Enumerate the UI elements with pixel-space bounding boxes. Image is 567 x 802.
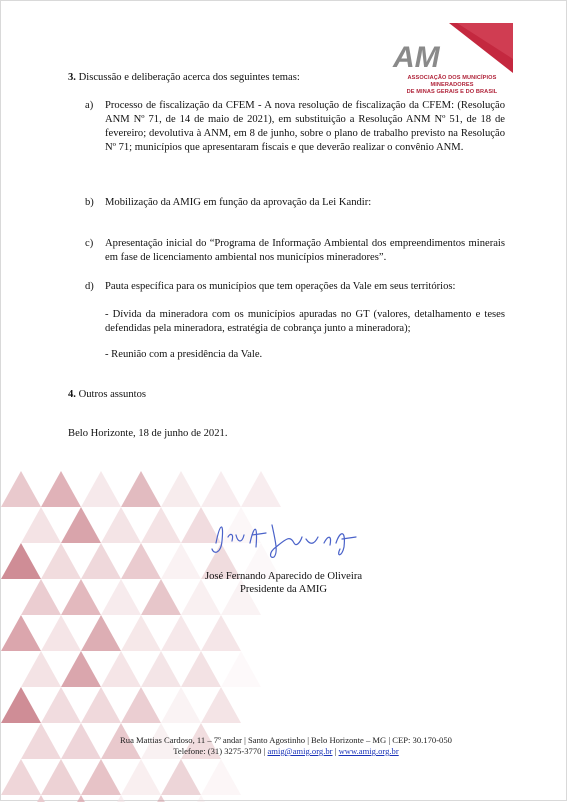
section-4-number: 4. <box>68 389 76 400</box>
section-4-heading <box>68 388 146 402</box>
decorative-triangle <box>21 507 61 543</box>
decorative-triangle <box>121 615 161 651</box>
agenda-item-text: Apresentação inicial do “Programa de Informação Ambiental dos empreendimentos minerais em fase de licenciamento ambiental nos municípios mineradores”. <box>105 238 505 263</box>
decorative-triangle <box>21 723 61 759</box>
section-3-number: 3. <box>68 72 76 83</box>
footer-separator: | <box>334 746 337 756</box>
handwritten-signature <box>206 513 376 563</box>
svg-text:AM: AM <box>393 41 440 74</box>
section-3-heading <box>68 71 300 85</box>
signer-name: José Fernando Aparecido de Oliveira <box>204 571 363 582</box>
decorative-triangle <box>1 615 41 651</box>
decorative-triangle <box>181 651 221 687</box>
signer-block <box>151 571 416 596</box>
decorative-triangle <box>121 471 161 507</box>
decorative-triangle <box>41 759 81 795</box>
decorative-triangle <box>81 759 121 795</box>
logo-tagline-line-1: ASSOCIAÇÃO DOS MUNICÍPIOS MINERADORES <box>407 75 497 88</box>
decorative-triangle <box>161 687 201 723</box>
decorative-triangle <box>1 687 41 723</box>
signer-role: Presidente da AMIG <box>239 583 328 595</box>
section-4-title: Outros assuntos <box>78 389 146 400</box>
decorative-triangle <box>21 579 61 615</box>
decorative-triangle <box>1 759 41 795</box>
decorative-triangle <box>21 651 61 687</box>
decorative-triangle <box>201 687 241 723</box>
decorative-triangle <box>81 543 121 579</box>
agenda-item-text: Mobilização da AMIG em função da aprovação da Lei Kandir: <box>105 197 372 208</box>
section-3-title: Discussão e deliberação acerca dos seguintes temas: <box>78 72 300 83</box>
decorative-triangle <box>161 759 201 795</box>
decorative-triangle <box>161 471 201 507</box>
decorative-triangle <box>1 543 41 579</box>
footer-contact <box>61 746 511 757</box>
decorative-triangle <box>61 651 101 687</box>
decorative-triangle <box>81 615 121 651</box>
decorative-triangle <box>121 759 161 795</box>
decorative-triangle <box>41 471 81 507</box>
decorative-triangle <box>81 687 121 723</box>
decorative-triangle <box>41 543 81 579</box>
footer-website-link[interactable]: www.amig.org.br <box>338 746 399 756</box>
agenda-item-text: Processo de fiscalização da CFEM - A nova resolução de fiscalização da CFEM: (Resolução ANM Nº 71, de 14 de maio de 2021), em substituição a Resolução ANM Nº 51, de 18 de fevereiro; devolutiva à ANM, em 8 de junho, sobre o plano de trabalho previsto na Resolução Nº 71; municípios que apresentaram fiscais e que deverão realizar o convênio ANM. <box>105 100 505 153</box>
page-footer <box>61 735 511 757</box>
agenda-item-letter: b) <box>85 197 94 208</box>
amig-logo-mark <box>387 19 517 75</box>
decorative-triangle <box>101 579 141 615</box>
decorative-triangle <box>121 687 161 723</box>
agenda-item-letter: a) <box>85 100 94 111</box>
footer-email-link[interactable]: amig@amig.org.br <box>267 746 333 756</box>
agenda-item-letter: c) <box>85 238 94 249</box>
agenda-item-letter: d) <box>85 281 94 292</box>
footer-phone: Telefone: (31) 3275-3770 | <box>173 746 266 756</box>
decorative-triangle <box>161 615 201 651</box>
logo-tagline <box>387 75 517 96</box>
decorative-triangle <box>241 471 281 507</box>
decorative-triangle <box>141 651 181 687</box>
decorative-triangle <box>81 471 121 507</box>
agenda-item-text: Pauta específica para os municípios que tem operações da Vale em seus territórios: <box>105 281 456 292</box>
decorative-triangle <box>61 507 101 543</box>
vale-subitem-debt: - Dívida da mineradora com os municípios apuradas no GT (valores, detalhamento e teses defendidas pela mineradora, estratégia de cobrança junto a mineradora); <box>105 309 505 334</box>
decorative-triangle <box>141 507 181 543</box>
decorative-triangle <box>101 651 141 687</box>
logo-tagline-line-2: DE MINAS GERAIS E DO BRASIL <box>406 89 498 95</box>
vale-subitem-meeting: - Reunião com a presidência da Vale. <box>105 349 263 360</box>
footer-address: Rua Mattias Cardoso, 11 – 7º andar | Santo Agostinho | Belo Horizonte – MG | CEP: 30.170-050 <box>120 735 452 745</box>
decorative-triangle <box>101 507 141 543</box>
svg-text:IG: IG <box>449 41 481 74</box>
decorative-triangle <box>41 687 81 723</box>
decorative-triangle <box>201 759 241 795</box>
decorative-triangle <box>61 579 101 615</box>
decorative-triangle <box>201 615 241 651</box>
decorative-triangle <box>221 651 261 687</box>
amig-logo <box>387 19 517 103</box>
date-line: Belo Horizonte, 18 de junho de 2021. <box>68 428 228 439</box>
decorative-triangle <box>201 471 241 507</box>
decorative-triangle <box>41 615 81 651</box>
decorative-triangle <box>1 471 41 507</box>
